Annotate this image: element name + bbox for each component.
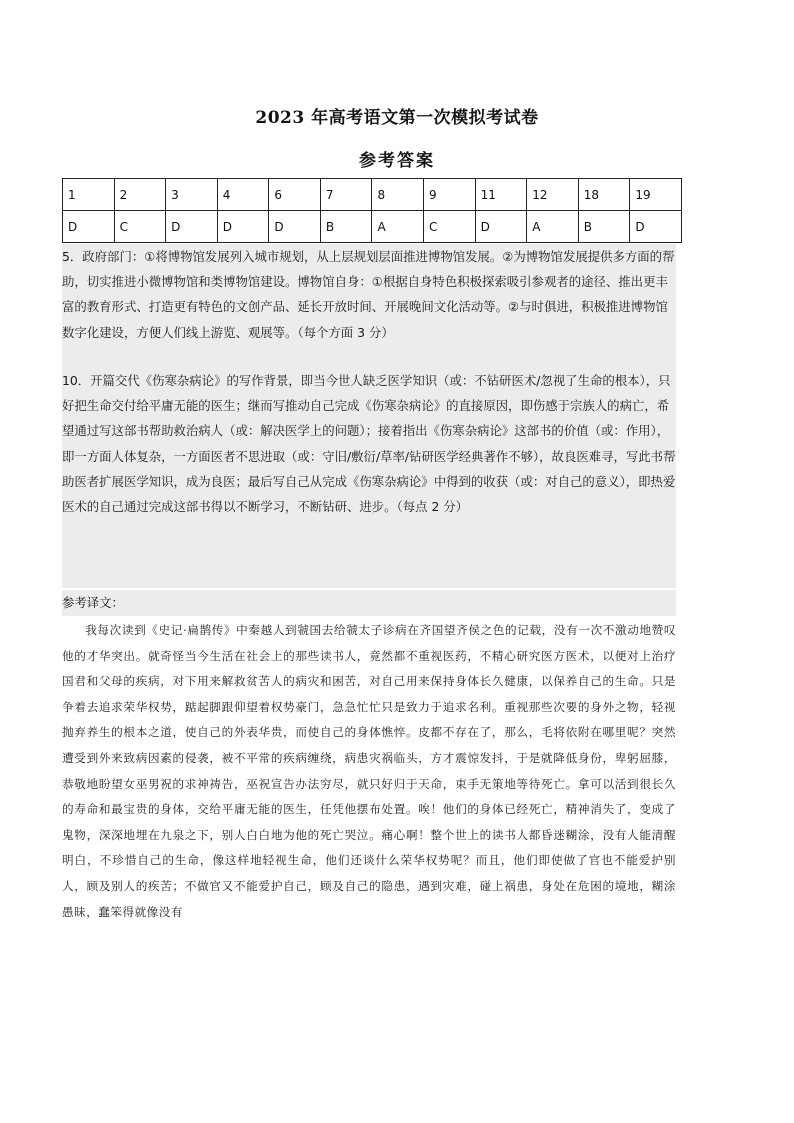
translation-label: 参考译文： — [62, 595, 124, 610]
answer-letter-cell: C — [114, 211, 166, 243]
question-number-row — [63, 179, 682, 211]
answer-table — [62, 178, 682, 243]
translation-text: 我每次读到《史记·扁鹊传》中秦越人到虢国去给虢太子诊病在齐国望齐侯之色的记载，没有一次不激动地赞叹他的才华突出。就奇怪当今生活在社会上的那些读书人，竟然都不重视医药，不精心研究医方医术，以便对上治疗国君和父母的疾病，对下用来解救贫苦人的病灾和困苦，对自己用来保持身体长久健康，以保养自己的生命。只是争着去追求荣华权势，踮起脚跟仰望着权势豪门，急急忙忙只是致力于追求名利。重视那些次要的身外之物，轻视抛弃养生的根本之道，使自己的外表华贵，而使自己的身体憔悴。皮都不存在了，那么，毛将依附在哪里呢？突然遭受到外来致病因素的侵袭，被不平常的疾病缠绕，病患灾祸临头，方才震惊发抖，于是就降低身份，卑躬屈膝，恭敬地盼望女巫男祝的求神祷告，巫祝宣告办法穷尽，就只好归于天命，束手无策地等待死亡。拿可以活到很长久的寿命和最宝贵的身体，交给平庸无能的医生，任凭他摆布处置。唉！他们的身体已经死亡，精神消失了，变成了鬼物，深深地埋在九泉之下，别人白白地为他的死亡哭泣。痛心啊！整个世上的读书人都昏迷糊涂，没有人能清醒明白，不珍惜自己的生命，像这样地轻视生命，他们还谈什么荣华权势呢？而且，他们即使做了官也不能爱护别人，顾及别人的疾苦；不做官又不能爱护自己，顾及自己的隐患，遇到灾难，碰上祸患，身处在危困的境地，糊涂愚昧，蠢笨得就像没有 — [62, 623, 676, 919]
answer-letter-cell: D — [630, 211, 682, 243]
question-number-cell: 18 — [578, 179, 630, 211]
question-5-answer: 5．政府部门：①将博物馆发展列入城市规划，从上层规划层面推进博物馆发展。②为博物馆发展提供多方面的帮助，切实推进小微博物馆和类博物馆建设。博物馆自身：①根据自身特色积极探索吸引参观者的途径、推出更丰富的教育形式、打造更有特色的文创产品、延长开放时间、开展晚间文化活动等。②与时俱进，积极推进博物馆数字化建设，方便人们线上游览、观展等。（每个方面 3 分） — [62, 249, 675, 340]
question-number-cell: 7 — [320, 179, 372, 211]
page-subtitle: 参考答案 — [359, 151, 435, 171]
question-number-cell: 6 — [269, 179, 321, 211]
answer-letter-cell: C — [424, 211, 476, 243]
question-number-cell: 11 — [475, 179, 527, 211]
answer-letter-cell: D — [166, 211, 218, 243]
answer-letter-cell: D — [475, 211, 527, 243]
answer-letter-cell: B — [578, 211, 630, 243]
question-number-cell: 4 — [217, 179, 269, 211]
question-10-answer: 10．开篇交代《伤寒杂病论》的写作背景，即当今世人缺乏医学知识（或：不钻研医术/忽视了生命的根本），只好把生命交付给平庸无能的医生；继而写推动自己完成《伤寒杂病论》的直接原因，即伤感于宗族人的病亡，希望通过写这部书帮助救治病人（或：解决医学上的问题）；接着指出《伤寒杂病论》这部书的价值（或：作用），即一方面人体复杂，一方面医者不思进取（或：守旧/敷衍/草率/钻研医学经典著作不够），故良医难寻，写此书帮助医者扩展医学知识，成为良医；最后写自己从完成《伤寒杂病论》中得到的收获（或：对自己的意义），即热爱医术的自己通过完成这部书得以不断学习，不断钻研、进步。（每点 2 分） — [62, 373, 676, 515]
page-title: 2023 年高考语文第一次模拟考试卷 — [255, 108, 539, 128]
question-number-cell: 2 — [114, 179, 166, 211]
answer-letter-cell: D — [269, 211, 321, 243]
answer-letter-cell: D — [217, 211, 269, 243]
answer-letter-cell: B — [320, 211, 372, 243]
answer-letter-cell: A — [527, 211, 579, 243]
question-number-cell: 1 — [63, 179, 115, 211]
answer-letter-cell: D — [63, 211, 115, 243]
answer-letter-row — [63, 211, 682, 243]
answer-letter-cell: A — [372, 211, 424, 243]
question-number-cell: 8 — [372, 179, 424, 211]
question-number-cell: 9 — [424, 179, 476, 211]
question-number-cell: 3 — [166, 179, 218, 211]
question-number-cell: 12 — [527, 179, 579, 211]
question-number-cell: 19 — [630, 179, 682, 211]
